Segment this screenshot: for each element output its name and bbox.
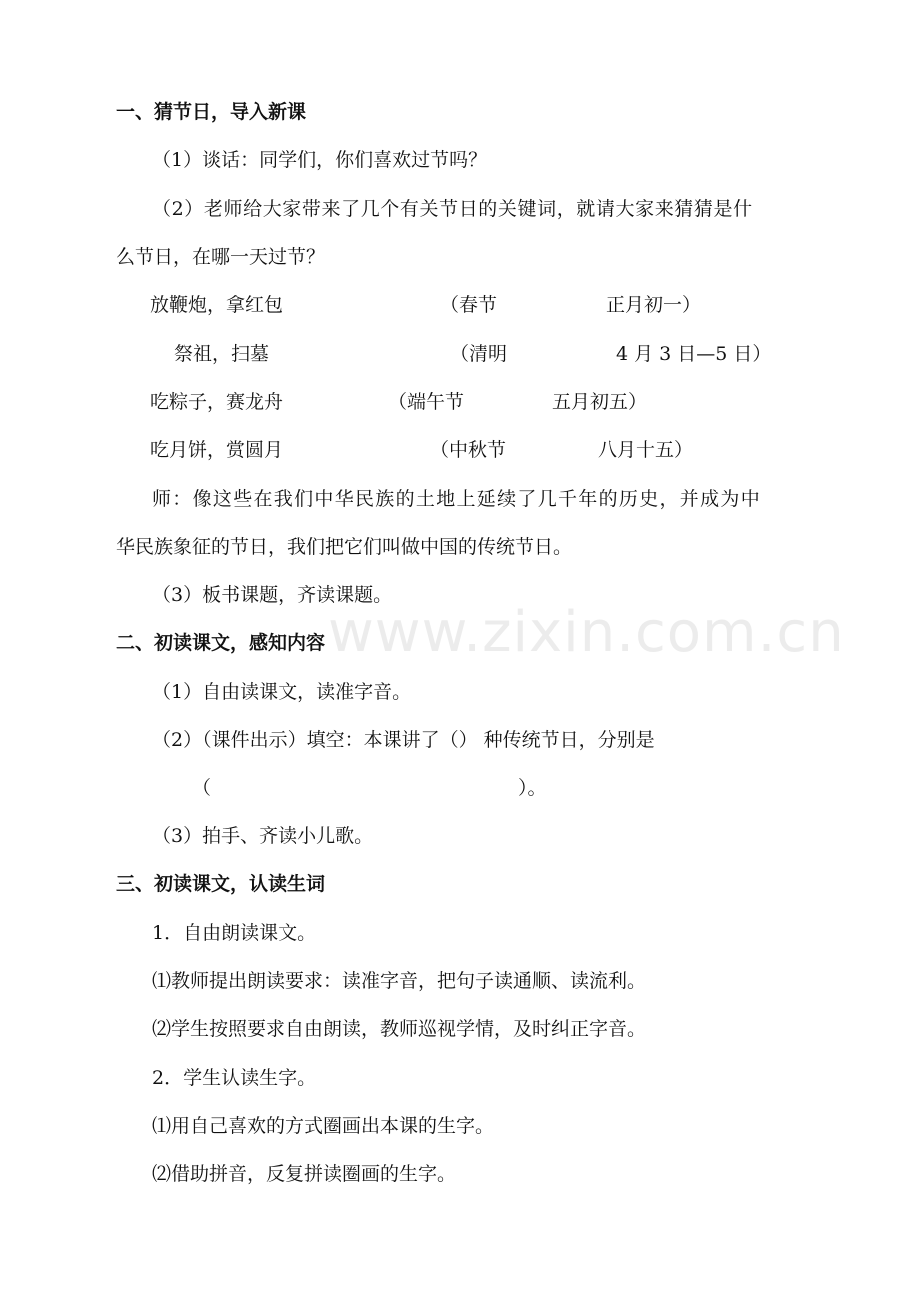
list-item: ⑵借助拼音，反复拼读圈画的生字。 [152, 1163, 457, 1185]
festival-date: 八月十五） [598, 439, 694, 461]
blank-close: ）。 [518, 777, 547, 799]
list-item: ⑵学生按照要求自由朗读，教师巡视学情，及时纠正字音。 [152, 1018, 647, 1040]
paragraph: 华民族象征的节日，我们把它们叫做中国的传统节日。 [116, 536, 573, 558]
section-heading-1: 一、猜节日，导入新课 [116, 101, 307, 123]
blank-open: （ [192, 777, 212, 799]
section-heading-3: 三、初读课文，认读生词 [116, 873, 326, 895]
paragraph: （2）老师给大家带来了几个有关节日的关键词，就请大家来猜猜是什 [152, 198, 753, 220]
festival-name: （清明 [450, 343, 508, 365]
paragraph: 师：像这些在我们中华民族的土地上延续了几千年的历史，并成为中 [152, 488, 762, 510]
festival-name: （春节 [440, 294, 498, 316]
festival-name: （端午节 [388, 391, 465, 413]
festival-keywords: 祭祖，扫墓 [174, 343, 270, 365]
festival-keywords: 吃粽子，赛龙舟 [150, 391, 284, 413]
festival-date: 五月初五） [552, 391, 648, 413]
watermark: www.zixin.com.cn [328, 600, 845, 665]
list-item: ⑴用自己喜欢的方式圈画出本课的生字。 [152, 1115, 495, 1137]
festival-keywords: 放鞭炮，拿红包 [150, 294, 284, 316]
paragraph: （3）板书课题，齐读课题。 [152, 584, 393, 606]
festival-date: 4 月 3 日—5 日） [616, 343, 772, 365]
list-item: 2．学生认读生字。 [152, 1067, 317, 1089]
festival-name: （中秋节 [430, 439, 507, 461]
paragraph: （3）拍手、齐读小儿歌。 [152, 825, 374, 847]
paragraph: （1）自由读课文，读准字音。 [152, 681, 412, 703]
paragraph: （1）谈话：同学们，你们喜欢过节吗？ [152, 149, 488, 171]
paragraph: （2）（课件出示）填空：本课讲了（） 种传统节日，分别是 [152, 729, 655, 751]
festival-keywords: 吃月饼，赏圆月 [150, 439, 284, 461]
list-item: ⑴教师提出朗读要求：读准字音，把句子读通顺、读流利。 [152, 970, 647, 992]
paragraph: 么节日，在哪一天过节？ [116, 246, 326, 268]
list-item: 1．自由朗读课文。 [152, 922, 317, 944]
festival-date: 正月初一） [606, 294, 702, 316]
section-heading-2: 二、初读课文，感知内容 [116, 632, 326, 654]
